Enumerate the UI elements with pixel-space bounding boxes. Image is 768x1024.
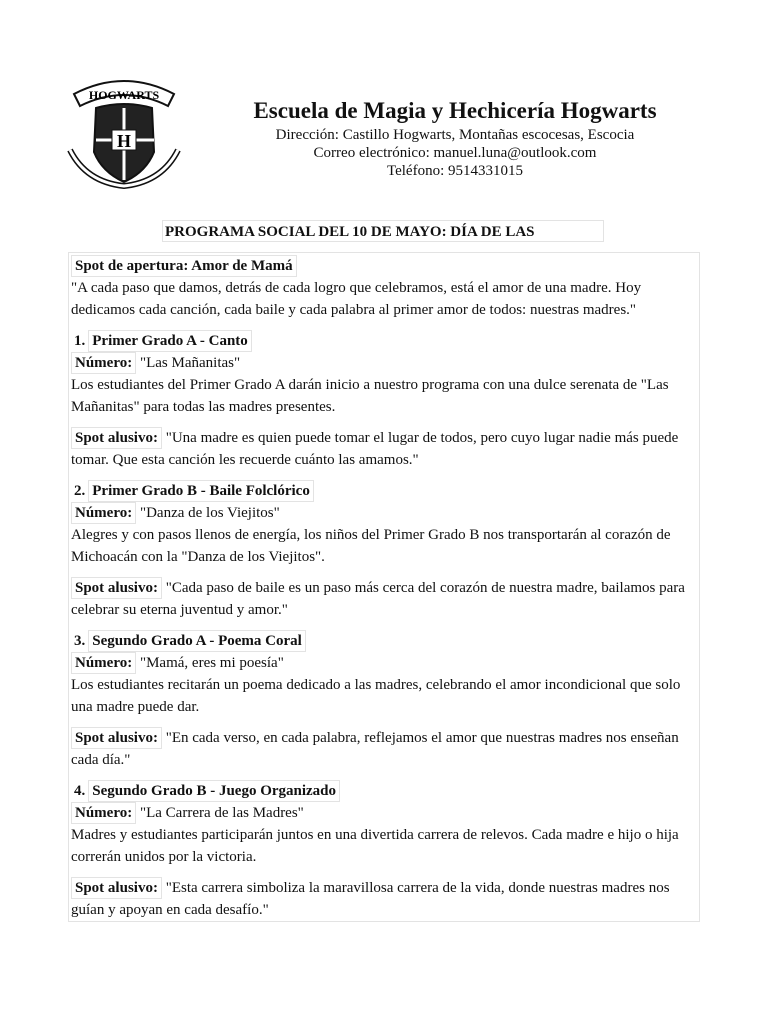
program-item <box>71 480 695 621</box>
number-label: Número: <box>71 802 136 824</box>
number-label: Número: <box>71 652 136 674</box>
program-item <box>71 630 695 771</box>
spot-text: "Una madre es quien puede tomar el lugar de todos, pero cuyo lugar nadie más puede tomar. Que esta canción les recuerde cuánto las amamos." <box>71 430 679 468</box>
number-label: Número: <box>71 352 136 374</box>
spot-label: Spot alusivo: <box>71 427 162 449</box>
item-number: 2. <box>74 483 86 499</box>
svg-text:H: H <box>116 131 132 151</box>
item-description: Madres y estudiantes participarán juntos en una divertida carrera de relevos. Cada madre e hijo o hija correrán unidos por la victoria. <box>71 827 679 865</box>
number-value: "Mamá, eres mi poesía" <box>139 655 284 671</box>
item-title: Segundo Grado A - Poema Coral <box>88 630 306 652</box>
number-label: Número: <box>71 502 136 524</box>
item-description: Los estudiantes recitarán un poema dedicado a las madres, celebrando el amor incondicional que solo una madre puede dar. <box>71 677 681 715</box>
svg-text:HOGWARTS: HOGWARTS <box>88 88 160 102</box>
item-number: 4. <box>74 783 86 799</box>
opening-spot <box>71 255 695 321</box>
spot-label: Spot alusivo: <box>71 727 162 749</box>
item-number: 1. <box>74 333 86 349</box>
address: Dirección: Castillo Hogwarts, Montañas escocesas, Escocia <box>275 127 635 143</box>
spot-text: "Esta carrera simboliza la maravillosa carrera de la vida, donde nuestras madres nos guían y apoyan en cada desafío." <box>71 880 670 918</box>
spot-label: Spot alusivo: <box>71 577 162 599</box>
item-title: Segundo Grado B - Juego Organizado <box>88 780 340 802</box>
spot-text: "Cada paso de baile es un paso más cerca del corazón de nuestra madre, bailamos para celebrar su eterna juventud y amor." <box>71 580 685 618</box>
school-name: Escuela de Magia y Hechicería Hogwarts <box>253 98 657 123</box>
letterhead <box>210 96 700 180</box>
item-description: Los estudiantes del Primer Grado A darán inicio a nuestro programa con una dulce serenata de "Las Mañanitas" para todas las madres presentes. <box>71 377 669 415</box>
phone: Teléfono: 9514331015 <box>386 163 523 179</box>
spot-label: Spot alusivo: <box>71 877 162 899</box>
hogwarts-crest-logo <box>66 72 182 192</box>
program-title: PROGRAMA SOCIAL DEL 10 DE MAYO: DÍA DE LAS <box>162 220 604 242</box>
email: Correo electrónico: manuel.luna@outlook.com <box>313 145 597 161</box>
spot-text: "En cada verso, en cada palabra, reflejamos el amor que nuestras madres nos enseñan cada día." <box>71 730 679 768</box>
number-value: "La Carrera de las Madres" <box>139 805 304 821</box>
number-value: "Danza de los Viejitos" <box>139 505 280 521</box>
item-title: Primer Grado B - Baile Folclórico <box>88 480 314 502</box>
program-item <box>71 780 695 921</box>
item-description: Alegres y con pasos llenos de energía, los niños del Primer Grado B nos transportarán al corazón de Michoacán con la "Danza de los Viejitos". <box>71 527 671 565</box>
number-value: "Las Mañanitas" <box>139 355 241 371</box>
program-item <box>71 330 695 471</box>
program-content <box>68 252 700 922</box>
opening-label: Spot de apertura: Amor de Mamá <box>71 255 297 277</box>
item-title: Primer Grado A - Canto <box>88 330 252 352</box>
item-number: 3. <box>74 633 86 649</box>
opening-text: "A cada paso que damos, detrás de cada logro que celebramos, está el amor de una madre. Hoy dedicamos cada canción, cada baile y cada palabra al primer amor de todos: nuestras madres." <box>71 280 642 318</box>
